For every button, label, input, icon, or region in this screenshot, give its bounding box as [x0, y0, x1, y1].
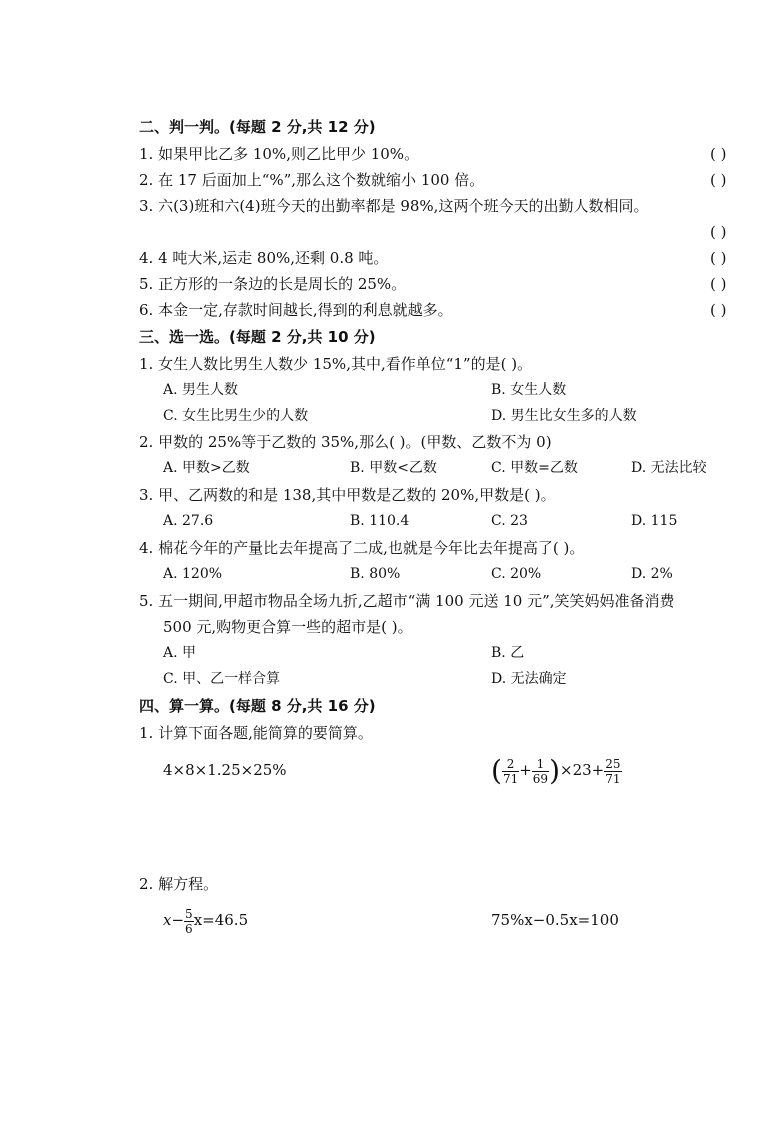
q3-option-c: C. 23 [491, 513, 528, 529]
section-2-title: 二、判一判。(每题 2 分,共 12 分) [139, 118, 376, 136]
answer-paren-6: ( ) [710, 301, 727, 319]
expr2-plus: + [519, 761, 532, 779]
eq1-minus: − [171, 911, 185, 929]
answer-paren-2: ( ) [710, 171, 727, 189]
expr2-middle: ×23+ [560, 761, 605, 779]
section-4-title: 四、算一算。(每题 8 分,共 16 分) [139, 697, 376, 715]
answer-paren-5: ( ) [710, 275, 727, 293]
answer-paren-3: ( ) [710, 223, 727, 241]
judge-item-3: 3. 六(3)班和六(4)班今天的出勤率都是 98%,这两个班今天的出勤人数相同。 [139, 197, 649, 215]
expr2-right-paren: ) [549, 754, 561, 787]
q2-option-a: A. 甲数>乙数 [163, 460, 250, 476]
q1-option-c: C. 女生比男生少的人数 [163, 408, 309, 424]
q5-option-b: B. 乙 [491, 645, 525, 661]
q4-option-c: C. 20% [491, 566, 542, 582]
judge-item-2: 2. 在 17 后面加上“%”,那么这个数就缩小 100 倍。 [139, 171, 485, 189]
q5-option-a: A. 甲 [163, 645, 197, 661]
fraction-25-71: $\frac{25}{71}$ [605, 756, 621, 786]
calc-q1: 1. 计算下面各题,能简算的要简算。 [139, 724, 373, 742]
judge-item-1: 1. 如果甲比乙多 10%,则乙比甲少 10%。 [139, 145, 420, 163]
equation-1 [163, 902, 248, 938]
choice-q4: 4. 棉花今年的产量比去年提高了二成,也就是今年比去年提高了( )。 [139, 539, 585, 557]
q5-option-d: D. 无法确定 [491, 671, 567, 687]
q3-option-d: D. 115 [631, 513, 678, 529]
q2-option-d: D. 无法比较 [631, 460, 707, 476]
q2-option-b: B. 甲数<乙数 [350, 460, 437, 476]
choice-q5-line1: 5. 五一期间,甲超市物品全场九折,乙超市“满 100 元送 10 元”,笑笑妈妈准备消费 [139, 592, 675, 610]
eq1-rest: x=46.5 [193, 911, 249, 929]
q5-option-c: C. 甲、乙一样合算 [163, 671, 281, 687]
q4-option-b: B. 80% [350, 566, 401, 582]
fraction-5-6: $\frac{5}{6}$ [185, 906, 193, 936]
answer-paren-4: ( ) [710, 249, 727, 267]
choice-q1: 1. 女生人数比男生人数少 15%,其中,看作单位“1”的是( )。 [139, 355, 533, 373]
q1-option-b: B. 女生人数 [491, 382, 567, 398]
q3-option-b: B. 110.4 [350, 513, 410, 529]
q2-option-c: C. 甲数=乙数 [491, 460, 578, 476]
judge-item-6: 6. 本金一定,存款时间越长,得到的利息就越多。 [139, 301, 453, 319]
choice-q5-line2: 500 元,购物更合算一些的超市是( )。 [163, 618, 413, 636]
fraction-1-69: $\frac{1}{69}$ [532, 756, 549, 786]
choice-q2: 2. 甲数的 25%等于乙数的 35%,那么( )。(甲数、乙数不为 0) [139, 433, 552, 451]
expr2-left-paren: ( [491, 754, 502, 787]
q1-option-d: D. 男生比女生多的人数 [491, 408, 637, 424]
q1-option-a: A. 男生人数 [163, 382, 239, 398]
section-3-title: 三、选一选。(每题 2 分,共 10 分) [139, 328, 376, 346]
eq1-x: x [163, 911, 172, 929]
fraction-2-71: $\frac{2}{71}$ [502, 756, 519, 786]
judge-item-4: 4. 4 吨大米,运走 80%,还剩 0.8 吨。 [139, 249, 389, 267]
expression-2 [491, 750, 622, 790]
expression-1: 4×8×1.25×25% [163, 761, 287, 779]
choice-q3: 3. 甲、乙两数的和是 138,其中甲数是乙数的 20%,甲数是( )。 [139, 486, 556, 504]
answer-paren-1: ( ) [710, 145, 727, 163]
equation-2: 75%x−0.5x=100 [491, 911, 619, 929]
q4-option-d: D. 2% [631, 566, 673, 582]
q3-option-a: A. 27.6 [163, 513, 214, 529]
calc-q2: 2. 解方程。 [139, 875, 219, 893]
q4-option-a: A. 120% [163, 566, 223, 582]
judge-item-5: 5. 正方形的一条边的长是周长的 25%。 [139, 275, 407, 293]
